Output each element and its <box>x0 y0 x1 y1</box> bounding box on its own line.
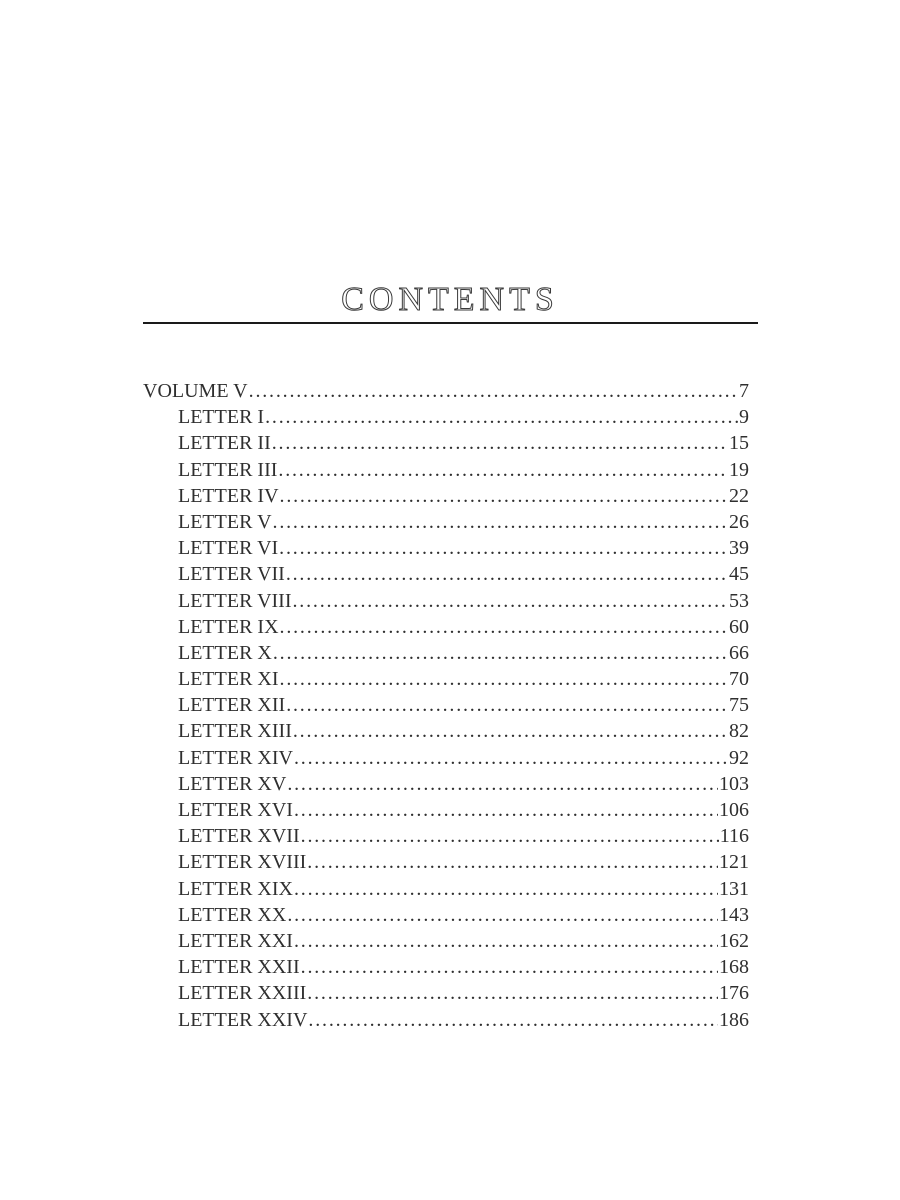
toc-letter-list <box>143 404 749 1033</box>
title-divider <box>143 322 758 324</box>
toc-leader-dots <box>293 588 729 614</box>
toc-entry-label: LETTER XI <box>178 668 279 691</box>
toc-entry-label: LETTER I <box>178 406 265 429</box>
toc-entry-page: 22 <box>729 484 749 507</box>
toc-leader-dots <box>273 509 728 535</box>
toc-entry-page: 66 <box>729 641 749 664</box>
toc-entry-page: 60 <box>729 615 749 638</box>
toc-leader-dots <box>287 771 718 797</box>
toc-entry-letter[interactable] <box>143 404 749 430</box>
toc-leader-dots <box>273 640 728 666</box>
toc-entry-page: 92 <box>729 746 749 769</box>
toc-leader-dots <box>286 692 728 718</box>
toc-entry-label: LETTER XXI <box>178 929 293 952</box>
toc-leader-dots <box>294 876 718 902</box>
toc-entry-label: VOLUME V <box>143 380 248 402</box>
toc-entry-label: LETTER XXIV <box>178 1008 308 1031</box>
toc-entry-page: 75 <box>729 694 749 717</box>
toc-entry-label: LETTER XII <box>178 694 286 717</box>
toc-entry-letter[interactable] <box>143 876 749 902</box>
toc-entry-page: 162 <box>719 929 749 952</box>
toc-entry-letter[interactable] <box>143 823 749 849</box>
toc-entry-page: 121 <box>719 851 749 874</box>
toc-entry-letter[interactable] <box>143 457 749 483</box>
toc-entry-letter[interactable] <box>143 797 749 823</box>
toc-leader-dots <box>301 954 718 980</box>
toc-entry-label: LETTER XX <box>178 903 287 926</box>
toc-entry-label: LETTER IX <box>178 615 279 638</box>
toc-leader-dots <box>307 849 718 875</box>
toc-entry-letter[interactable] <box>143 954 749 980</box>
toc-entry-page: 82 <box>729 720 749 743</box>
toc-entry-page: 103 <box>719 772 749 795</box>
toc-entry-page: 7 <box>739 380 749 402</box>
toc-entry-page: 106 <box>719 799 749 821</box>
toc-entry-label: LETTER III <box>178 458 278 481</box>
toc-entry-label: LETTER XVII <box>178 825 300 848</box>
toc-leader-dots <box>294 928 718 954</box>
toc-entry-page: 131 <box>719 877 749 900</box>
toc-entry-page: 39 <box>729 537 749 560</box>
page-title: CONTENTS <box>341 280 559 318</box>
toc-entry-label: LETTER XXII <box>178 956 300 979</box>
toc-leader-dots <box>280 614 728 640</box>
toc-leader-dots <box>286 561 728 587</box>
toc-entry-page: 116 <box>719 825 749 848</box>
toc-entry-letter[interactable] <box>143 692 749 718</box>
toc-leader-dots <box>280 666 728 692</box>
toc-entry-letter[interactable] <box>143 718 749 744</box>
toc-entry-label: LETTER VIII <box>178 589 292 612</box>
toc-entry-label: LETTER XVI <box>178 799 293 821</box>
toc-entry-label: LETTER VII <box>178 563 285 586</box>
toc-leader-dots <box>249 378 738 404</box>
toc-entry-letter[interactable] <box>143 614 749 640</box>
toc-entry-volume[interactable] <box>143 378 749 404</box>
toc-entry-label: LETTER II <box>178 432 271 455</box>
toc-entry-letter[interactable] <box>143 509 749 535</box>
toc-leader-dots <box>287 902 718 928</box>
toc-entry-letter[interactable] <box>143 849 749 875</box>
toc-entry-letter[interactable] <box>143 640 749 666</box>
toc-entry-letter[interactable] <box>143 928 749 954</box>
toc-entry-page: 168 <box>719 956 749 979</box>
toc-entry-label: LETTER XV <box>178 772 287 795</box>
toc-entry-letter[interactable] <box>143 666 749 692</box>
toc-entry-page: 53 <box>729 589 749 612</box>
toc-entry-letter[interactable] <box>143 902 749 928</box>
toc-entry-label: LETTER IV <box>178 484 279 507</box>
toc-entry-letter[interactable] <box>143 1007 749 1033</box>
toc-entry-letter[interactable] <box>143 430 749 456</box>
toc-entry-page: 9 <box>739 406 749 429</box>
toc-leader-dots <box>294 797 718 823</box>
toc-leader-dots <box>265 404 738 430</box>
toc-entry-page: 45 <box>729 563 749 586</box>
toc-entry-letter[interactable] <box>143 745 749 771</box>
toc-entry-letter[interactable] <box>143 535 749 561</box>
toc-entry-page: 70 <box>729 668 749 691</box>
toc-entry-letter[interactable] <box>143 588 749 614</box>
toc-entry-page: 176 <box>719 982 749 1005</box>
toc-leader-dots <box>307 980 718 1006</box>
toc-entry-page: 26 <box>729 510 749 533</box>
toc-entry-label: LETTER X <box>178 641 272 664</box>
toc-entry-label: LETTER XIV <box>178 746 293 769</box>
toc-entry-page: 143 <box>719 903 749 926</box>
toc-entry-label: LETTER V <box>178 510 272 533</box>
toc-entry-page: 19 <box>729 458 749 481</box>
toc-leader-dots <box>278 457 728 483</box>
toc-leader-dots <box>272 430 728 456</box>
toc-leader-dots <box>308 1007 718 1033</box>
toc-entry-label: LETTER XIII <box>178 720 292 743</box>
toc-leader-dots <box>301 823 719 849</box>
toc-entry-page: 15 <box>729 432 749 455</box>
toc-entry-label: LETTER XVIII <box>178 851 307 874</box>
toc-leader-dots <box>280 483 728 509</box>
table-of-contents <box>143 378 749 1033</box>
toc-leader-dots <box>279 535 728 561</box>
toc-entry-letter[interactable] <box>143 980 749 1006</box>
toc-entry-letter[interactable] <box>143 771 749 797</box>
toc-entry-label: LETTER VI <box>178 537 279 560</box>
toc-entry-letter[interactable] <box>143 483 749 509</box>
toc-entry-label: LETTER XXIII <box>178 982 307 1005</box>
toc-entry-page: 186 <box>719 1008 749 1031</box>
toc-leader-dots <box>294 745 728 771</box>
toc-entry-letter[interactable] <box>143 561 749 587</box>
toc-leader-dots <box>293 718 728 744</box>
toc-entry-label: LETTER XIX <box>178 877 293 900</box>
